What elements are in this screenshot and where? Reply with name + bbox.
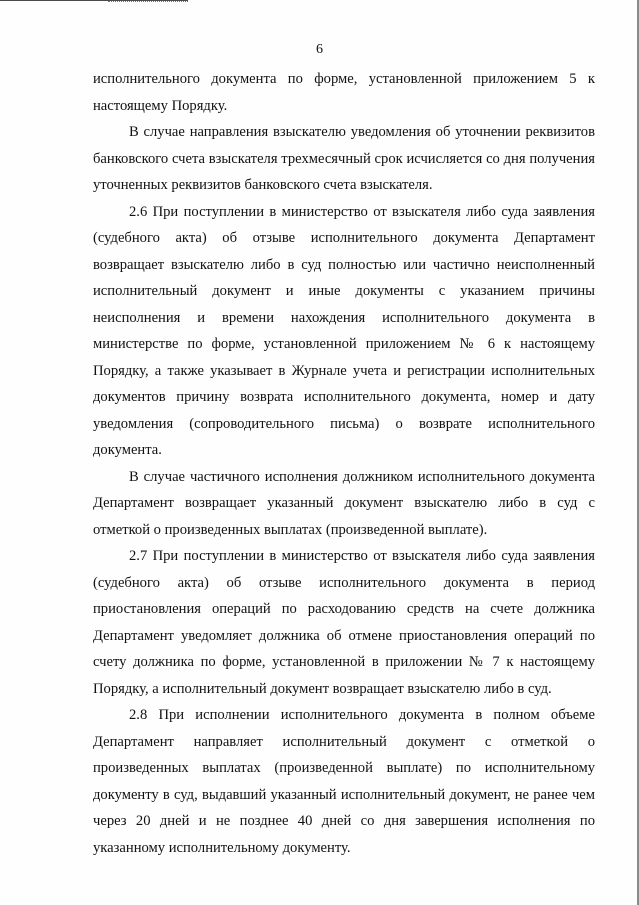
document-body xyxy=(93,66,595,861)
paragraph-bank-details: В случае направления взыскателю уведомления об уточнении реквизитов банковского счета взыскателя трехмесячный срок исчисляется со дня получения уточненных реквизитов банковского счета взыскателя. xyxy=(93,124,595,193)
paragraph-partial-execution: В случае частичного исполнения должником исполнительного документа Департамент возвращает указанный документ взыскателю либо в суд с отметкой о произведенных выплатах (произведенной выплате). xyxy=(93,468,595,538)
paragraph-2-6: 2.6 При поступлении в министерство от взыскателя либо суда заявления (судебного акта) об отзыве исполнительного документа Департамент возвращает взыскателю либо в суд полностью или частично неисполненный исполнительный документ и иные документы с указанием причины неисполнения и времени нахождения исполнительного документа в министерстве по форме, установленной приложением № 6 к настоящему Порядку, а также указывает в Журнале учета и регистрации исполнительных документов причину возврата исполнительного документа, номер и дату уведомления (сопроводительного письма) о возврате исполнительного документа. xyxy=(93,203,595,458)
paragraph-2-7: 2.7 При поступлении в министерство от взыскателя либо суда заявления (судебного акта) об отзыве исполнительного документа в период приостановления операций по расходованию средств на счете должника Департамент уведомляет должника об отмене приостановления операций по счету должника по форме, установленной в приложении № 7 к настоящему Порядку, а исполнительный документ возвращает взыскателю либо в суд. xyxy=(93,548,595,697)
page-number: 6 xyxy=(316,42,323,57)
paragraph-2-8: 2.8 При исполнении исполнительного документа в полном объеме Департамент направляет исполнительный документ с отметкой о произведенных выплатах (произведенной выплате) по исполнительному документу в суд, выдавший указанный исполнительный документ, не ранее чем через 20 дней и не позднее 40 дней со дня завершения исполнения по указанному исполнительному документу. xyxy=(93,707,595,856)
scan-edge-top xyxy=(0,0,188,7)
paragraph-continuation: исполнительного документа по форме, установленной приложением 5 к настоящему Порядку. xyxy=(93,71,595,114)
